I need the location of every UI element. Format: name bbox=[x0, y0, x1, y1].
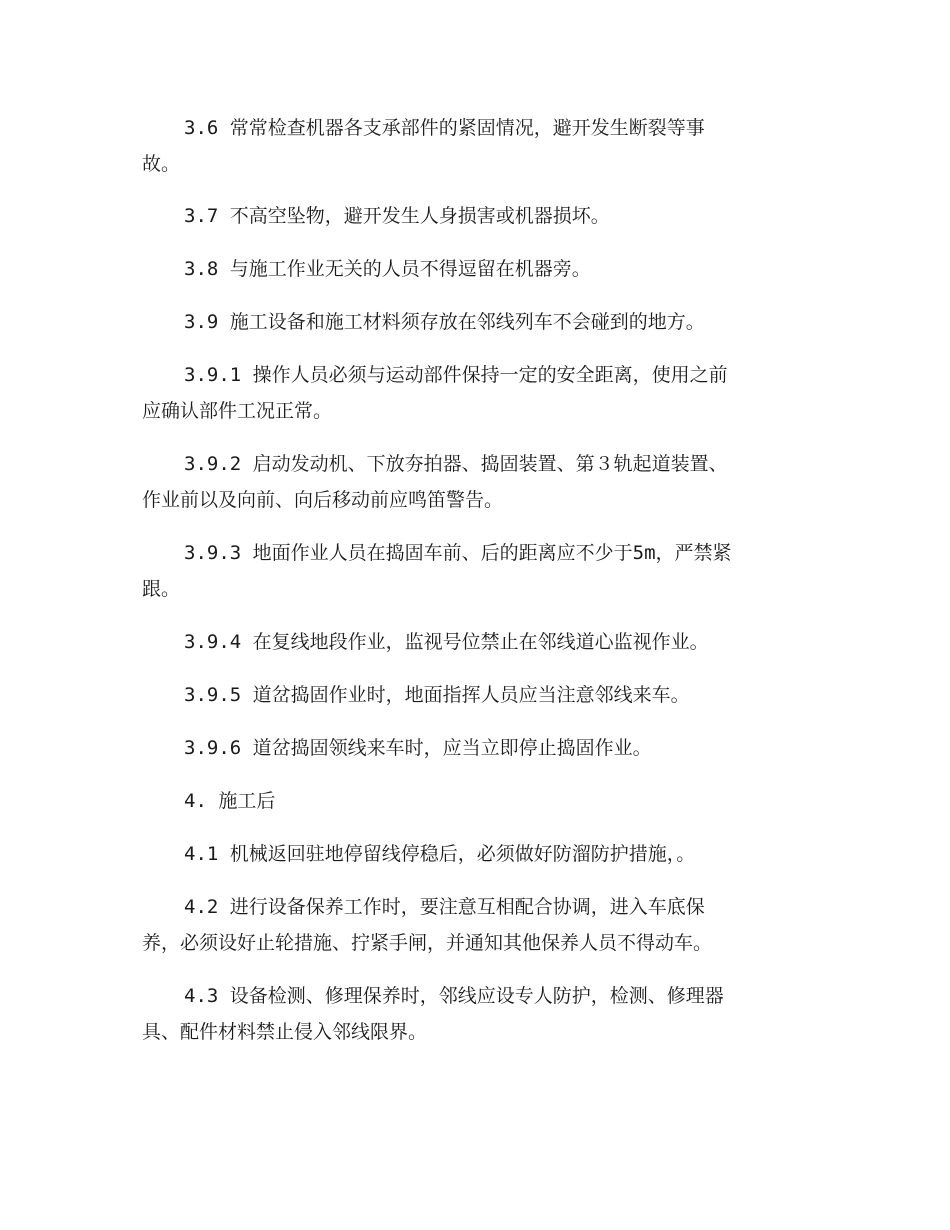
paragraph-line: 3.9.4 在复线地段作业，监视号位禁止在邻线道心监视作业。 bbox=[184, 631, 709, 653]
paragraph-line: 3.9.5 道岔捣固作业时，地面指挥人员应当注意邻线来车。 bbox=[184, 684, 690, 706]
paragraph-4-1 bbox=[142, 836, 802, 872]
paragraph-3-9 bbox=[142, 304, 802, 340]
paragraph-3-9-2 bbox=[142, 446, 802, 518]
paragraph-line: 3.9.3 地面作业人员在捣固车前、后的距离应不少于5m，严禁紧 bbox=[184, 542, 732, 564]
paragraph-3-9-1 bbox=[142, 357, 802, 429]
paragraph-line: 跟。 bbox=[142, 578, 181, 600]
section-heading-line: 4. 施工后 bbox=[184, 790, 276, 812]
paragraph-line: 具、配件材料禁止侵入邻线限界。 bbox=[142, 1021, 428, 1043]
paragraph-3-9-6 bbox=[142, 730, 802, 766]
paragraph-3-9-5 bbox=[142, 677, 802, 713]
paragraph-line: 4.2 进行设备保养工作时，要注意互相配合协调，进入车底保 bbox=[184, 896, 705, 918]
paragraph-line: 3.9 施工设备和施工材料须存放在邻线列车不会碰到的地方。 bbox=[184, 311, 705, 333]
paragraph-line: 3.8 与施工作业无关的人员不得逗留在机器旁。 bbox=[184, 258, 591, 280]
paragraph-line: 3.9.1 操作人员必须与运动部件保持一定的安全距离，使用之前 bbox=[184, 364, 728, 386]
paragraph-3-7 bbox=[142, 198, 802, 234]
paragraph-line: 4.3 设备检测、修理保养时，邻线应设专人防护，检测、修理器 bbox=[184, 985, 724, 1007]
paragraph-line: 3.9.2 启动发动机、下放夯拍器、捣固装置、第３轨起道装置、 bbox=[184, 453, 728, 475]
paragraph-line: 应确认部件工况正常。 bbox=[142, 400, 333, 422]
paragraph-3-8 bbox=[142, 251, 802, 287]
paragraph-line: 故。 bbox=[142, 153, 181, 175]
paragraph-line: 3.9.6 道岔捣固领线来车时，应当立即停止捣固作业。 bbox=[184, 737, 652, 759]
paragraph-line: 养，必须设好止轮措施、拧紧手闸，并通知其他保养人员不得动车。 bbox=[142, 932, 713, 954]
paragraph-4-3 bbox=[142, 978, 802, 1050]
section-heading-4 bbox=[142, 783, 802, 819]
paragraph-3-9-3 bbox=[142, 535, 802, 607]
paragraph-line: 4.1 机械返回驻地停留线停稳后，必须做好防溜防护措施，。 bbox=[184, 843, 696, 865]
paragraph-3-6 bbox=[142, 110, 802, 182]
paragraph-3-9-4 bbox=[142, 624, 802, 660]
paragraph-line: 3.6 常常检查机器各支承部件的紧固情况，避开发生断裂等事 bbox=[184, 117, 705, 139]
paragraph-4-2 bbox=[142, 889, 802, 961]
paragraph-line: 3.7 不高空坠物，避开发生人身损害或机器损坏。 bbox=[184, 205, 610, 227]
paragraph-line: 作业前以及向前、向后移动前应鸣笛警告。 bbox=[142, 489, 504, 511]
